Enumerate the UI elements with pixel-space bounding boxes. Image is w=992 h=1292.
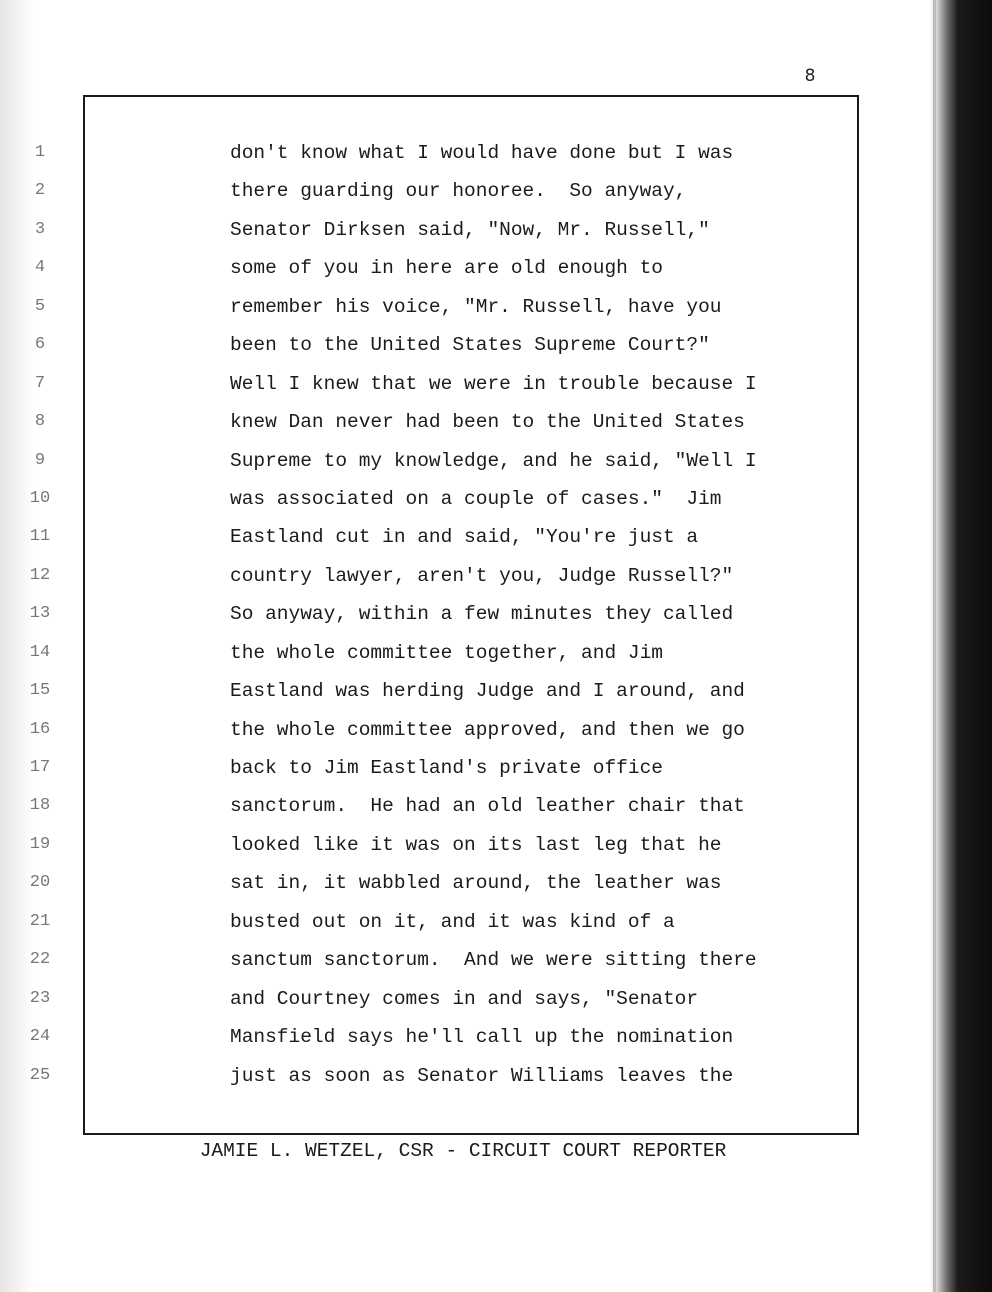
line-number: 14 [29, 642, 51, 662]
transcript-line: sat in, it wabbled around, the leather was [230, 872, 722, 895]
line-number: 24 [29, 1027, 51, 1047]
transcript-line: Supreme to my knowledge, and he said, "Well I [230, 449, 757, 472]
line-number: 12 [29, 565, 51, 585]
scan-edge-strip [933, 0, 936, 1292]
line-number: 20 [29, 873, 51, 893]
transcript-line: was associated on a couple of cases." Jim [230, 487, 722, 510]
line-number: 9 [34, 450, 46, 470]
line-number: 18 [29, 796, 51, 816]
line-number-column [20, 138, 60, 1099]
line-number: 16 [29, 719, 51, 739]
line-number: 19 [29, 834, 51, 854]
transcript-line: Well I knew that we were in trouble because I [230, 372, 757, 395]
transcript-line: country lawyer, aren't you, Judge Russell?" [230, 564, 734, 587]
line-number: 1 [34, 143, 46, 162]
court-reporter-footer: JAMIE L. WETZEL, CSR - CIRCUIT COURT REPORTER [199, 1140, 727, 1162]
transcript-line: sanctorum. He had an old leather chair that [230, 795, 745, 818]
transcript-line: looked like it was on its last leg that he [230, 833, 722, 856]
line-number: 23 [29, 988, 51, 1008]
transcript-line: been to the United States Supreme Court?" [230, 334, 710, 357]
line-number: 15 [29, 681, 51, 701]
line-number: 21 [29, 911, 51, 931]
transcript-line: Senator Dirksen said, "Now, Mr. Russell," [230, 218, 710, 241]
transcript-line: Eastland cut in and said, "You're just a [230, 526, 699, 549]
transcript-line: don't know what I would have done but I was [230, 142, 734, 164]
transcript-line: some of you in here are old enough to [230, 257, 663, 280]
transcript-line: the whole committee approved, and then we go [230, 718, 745, 741]
line-number: 2 [34, 181, 46, 201]
transcript-line: back to Jim Eastland's private office [230, 757, 663, 779]
line-number: 4 [34, 258, 46, 278]
line-number: 22 [29, 950, 51, 970]
transcript-line: Eastland was herding Judge and I around, and [230, 680, 745, 703]
transcript-line: there guarding our honoree. So anyway, [230, 180, 687, 203]
line-number: 13 [29, 604, 51, 624]
line-number: 3 [34, 219, 46, 239]
line-number: 5 [34, 296, 46, 316]
transcript-line: knew Dan never had been to the United States [230, 411, 745, 434]
transcript-text [230, 138, 840, 1099]
line-number: 17 [29, 758, 51, 777]
transcript-line: and Courtney comes in and says, "Senator [230, 987, 699, 1010]
transcript-line: busted out on it, and it was kind of a [230, 910, 675, 933]
line-number: 7 [34, 373, 46, 393]
line-number: 25 [29, 1065, 51, 1085]
transcript-line: sanctum sanctorum. And we were sitting there [230, 949, 757, 972]
line-number: 11 [29, 527, 51, 547]
scan-edge-right [930, 0, 992, 1292]
page-number: 8 [804, 66, 816, 86]
transcript-line: Mansfield says he'll call up the nomination [230, 1026, 734, 1049]
line-number: 10 [29, 488, 51, 508]
transcript-line: the whole committee together, and Jim [230, 641, 663, 664]
line-number: 6 [34, 335, 46, 355]
transcript-line: remember his voice, "Mr. Russell, have you [230, 295, 722, 318]
transcript-line: So anyway, within a few minutes they called [230, 603, 734, 626]
transcript-line: just as soon as Senator Williams leaves the [230, 1064, 734, 1087]
line-number: 8 [34, 412, 46, 432]
